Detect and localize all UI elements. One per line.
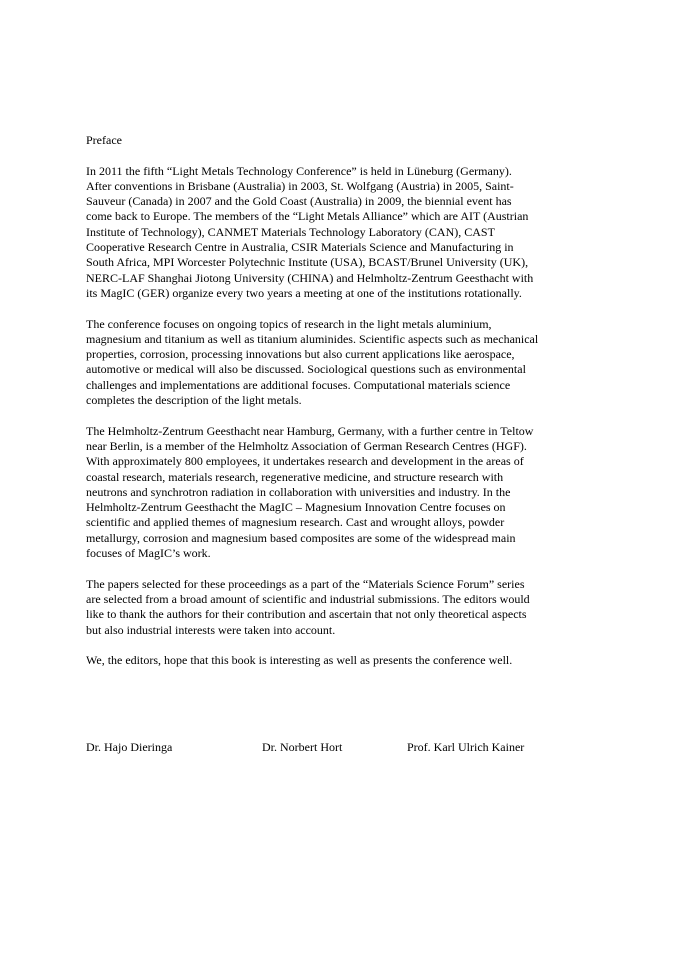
text-line: properties, corrosion, processing innovations but also current applications like aerospace,: [86, 347, 515, 362]
text-line: Helmholtz-Zentrum Geesthacht the MagIC – Magnesium Innovation Centre focuses on: [86, 500, 506, 515]
text-line: like to thank the authors for their contribution and ascertain that not only theoretical aspects: [86, 607, 527, 622]
text-line: Sauveur (Canada) in 2007 and the Gold Coast (Australia) in 2009, the biennial event has: [86, 194, 512, 209]
text-line: The Helmholtz-Zentrum Geesthacht near Hamburg, Germany, with a further centre in Teltow: [86, 423, 534, 438]
text-line: its MagIC (GER) organize every two years a meeting at one of the institutions rotationally.: [86, 285, 522, 300]
editor-name-hort: Dr. Norbert Hort: [262, 740, 343, 754]
editor-name-dieringa: Dr. Hajo Dieringa: [86, 740, 173, 754]
paragraph-conference-focus: [86, 317, 598, 409]
text-line: South Africa, MPI Worcester Polytechnic Institute (USA), BCAST/Brunel University (UK),: [86, 255, 529, 270]
text-line: near Berlin, is a member of the Helmholtz Association of German Research Centres (HGF).: [86, 438, 527, 453]
text-line: completes the description of the light metals.: [86, 393, 302, 408]
text-line: Cooperative Research Centre in Australia, CSIR Materials Science and Manufacturing in: [86, 240, 514, 255]
text-line: scientific and applied themes of magnesium research. Cast and wrought alloys, powder: [86, 515, 505, 530]
text-line: challenges and implementations are additional focuses. Computational materials science: [86, 377, 511, 392]
text-line: coastal research, materials research, regenerative medicine, and structure research with: [86, 469, 504, 484]
text-line: The conference focuses on ongoing topics of research in the light metals aluminium,: [86, 316, 492, 331]
text-line: In 2011 the fifth “Light Metals Technology Conference” is held in Lüneburg (Germany).: [86, 163, 512, 178]
text-line: but also industrial interests were taken into account.: [86, 622, 336, 637]
text-line: NERC-LAF Shanghai Jiotong University (CHINA) and Helmholtz-Zentrum Geesthacht with: [86, 270, 534, 285]
text-line: automotive or medical will also be discussed. Sociological questions such as environmental: [86, 362, 526, 377]
paragraph-closing: [86, 653, 598, 668]
text-line: The papers selected for these proceedings as a part of the “Materials Science Forum” series: [86, 576, 525, 591]
editor-signatures: [0, 740, 678, 756]
preface-body: [86, 133, 598, 684]
text-line: are selected from a broad amount of scientific and industrial submissions. The editors would: [86, 591, 530, 606]
text-line: We, the editors, hope that this book is interesting as well as presents the conference well.: [86, 653, 513, 668]
text-line: neutrons and synchrotron radiation in collaboration with universities and industry. In the: [86, 484, 511, 499]
preface-title: Preface: [86, 133, 122, 147]
text-line: Institute of Technology), CANMET Materials Technology Laboratory (CAN), CAST: [86, 224, 495, 239]
editor-name-kainer: Prof. Karl Ulrich Kainer: [407, 740, 525, 754]
text-line: magnesium and titanium as well as titanium aluminides. Scientific aspects such as mechanical: [86, 331, 539, 346]
text-line: metallurgy, corrosion and magnesium based composites are some of the widespread main: [86, 530, 516, 545]
text-line: With approximately 800 employees, it undertakes research and development in the areas of: [86, 454, 524, 469]
paragraph-proceedings: [86, 577, 598, 638]
paragraph-intro: [86, 164, 598, 302]
text-line: focuses of MagIC’s work.: [86, 546, 211, 561]
paragraph-helmholtz: [86, 424, 598, 562]
text-line: come back to Europe. The members of the “Light Metals Alliance” which are AIT (Austrian: [86, 209, 529, 224]
text-line: After conventions in Brisbane (Australia) in 2003, St. Wolfgang (Austria) in 2005, Saint-: [86, 178, 514, 193]
